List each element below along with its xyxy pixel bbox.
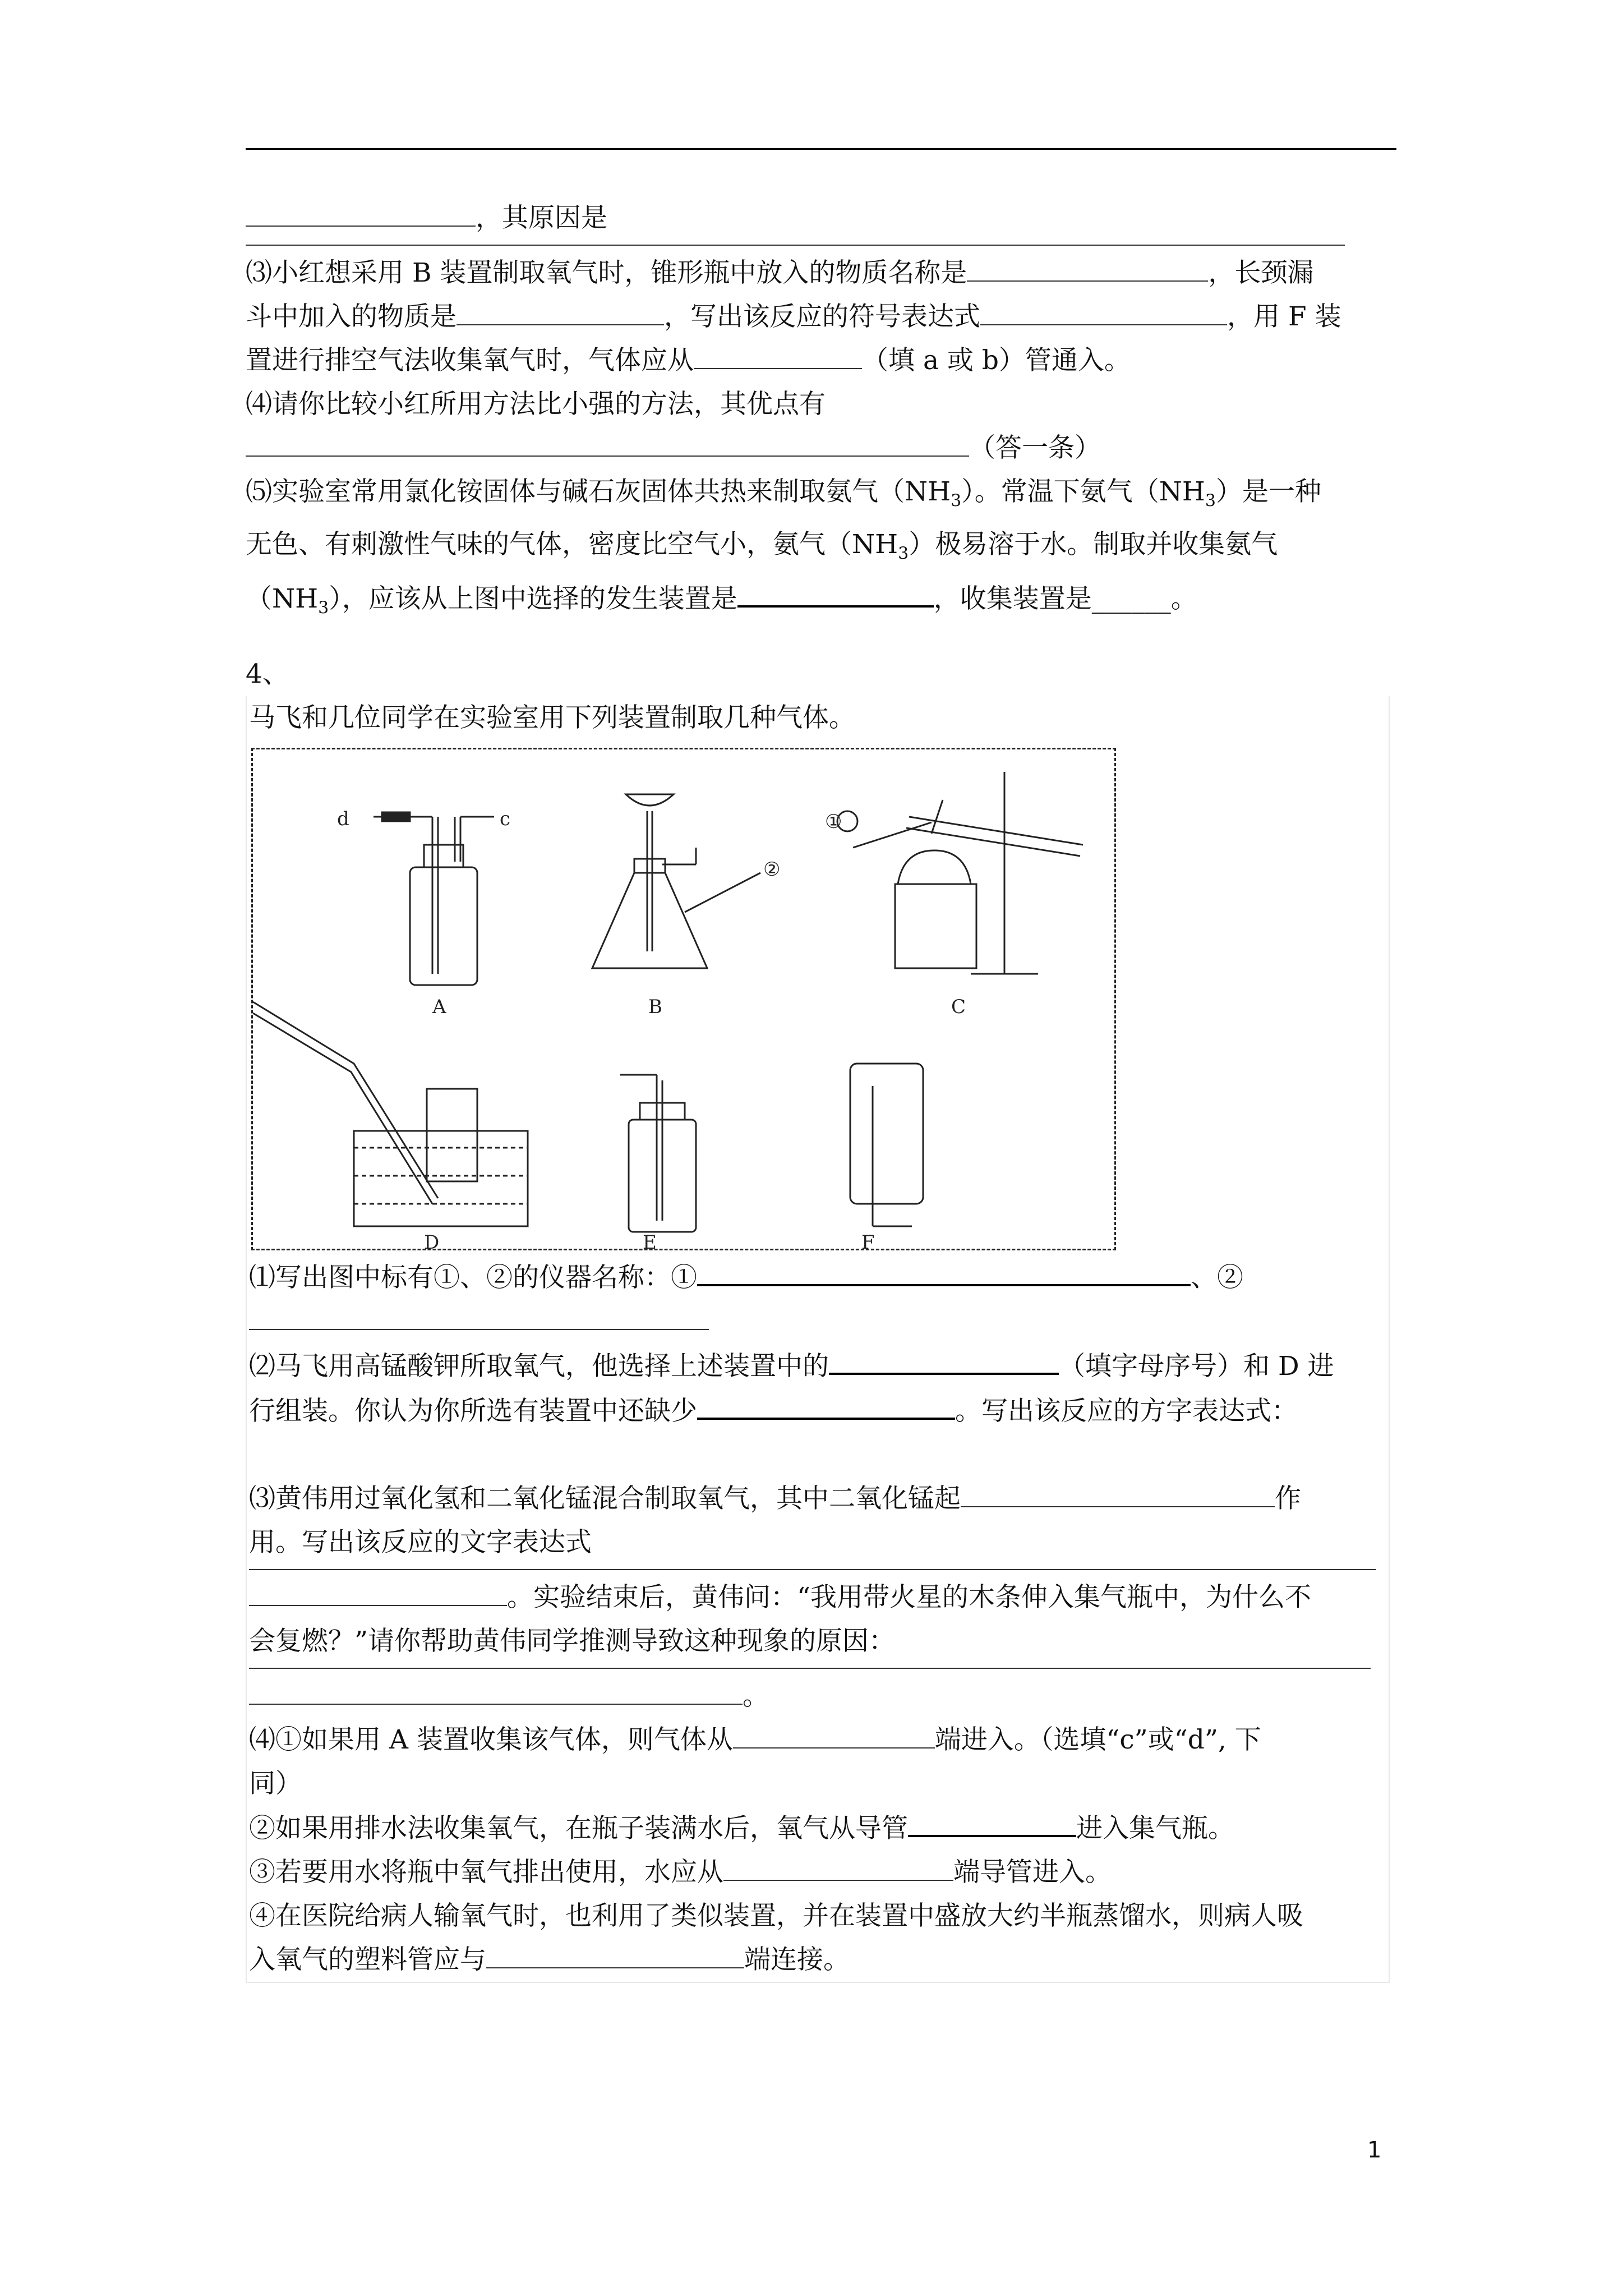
label-d: D [424,1231,440,1249]
q3-p3-line3: 置进行排空气法收集氧气时，气体应从 （填 a 或 b）管通入。 [246,339,1390,383]
answer-blank[interactable] [733,1718,935,1749]
q4-p2-line2: 行组装。你认为你所选有装置中还缺少 。写出该反应的方字表达式： [249,1388,1389,1433]
answer-rule[interactable] [246,245,1345,246]
apparatus-diagram [253,749,1114,1249]
label-a: A [432,996,446,1019]
q4-p3-line2: 用。写出该反应的文字表达式 [249,1527,592,1558]
label-b: B [648,996,662,1019]
mark-2-label: ② [763,858,781,881]
q4-p4-line5: ④在医院给病人输氧气时，也利用了类似装置，并在装置中盛放大约半瓶蒸馏水，则病人吸 [249,1901,1303,1932]
q4-p4-line3: ②如果用排水法收集氧气，在瓶子装满水后，氧气从导管 进入集气瓶。 [249,1806,1389,1851]
answer-blank[interactable] [908,1806,1076,1837]
q3-p5-line3: $(NH_3)$，应该从上图中选择的发生装置是 ，收集装置是______。 [246,576,1390,630]
mark-1-label: ① [825,811,842,834]
q4-intro: 马飞和几位同学在实验室用下列装置制取几种气体。 [249,702,855,734]
apparatus-figure [251,748,1116,1250]
answer-blank[interactable] [723,1851,953,1881]
apparatus-f [850,1064,923,1226]
q4-p4-line6: 入氧气的塑料管应与 端连接。 [249,1938,1389,1982]
q4-p1-line1: ⑴写出图中标有①、②的仪器名称：① 、② [249,1255,1389,1300]
q4-p4-line2: 同） [249,1768,302,1800]
answer-blank[interactable] [961,1477,1275,1507]
answer-blank[interactable] [246,426,969,457]
q4-p1-line2 [249,1300,1389,1343]
q4-p3-line3: 。实验结束后，黄伟问：“我用带火星的木条伸入集气瓶中，为什么不 [249,1576,1389,1619]
q4-p2-line1: ⑵马飞用高锰酸钾所取氧气，他选择上述装置中的 （填字母序号）和 D 进 [249,1343,1389,1388]
answer-blank[interactable] [249,1300,709,1330]
answer-blank[interactable] [967,251,1208,282]
apparatus-c [837,772,1083,974]
port-d-label: d [337,808,349,831]
q4-frame [246,696,1390,1983]
q4-p3-line5: 。 [249,1674,1389,1718]
answer-blank[interactable] [694,339,862,369]
port-c-label: c [500,808,511,831]
answer-blank[interactable] [697,1388,955,1420]
answer-blank[interactable] [246,196,476,227]
q4-number: 4、 [246,659,289,690]
answer-blank[interactable] [980,295,1227,325]
q3-p5-line1: ⑸实验室常用氯化铵固体与碱石灰固体共热来制取氨气$(NH_3)$。常温下氨气$(NH_3)$是一种 [246,476,1321,511]
answer-blank[interactable] [249,1674,743,1705]
q4-p4-line1: ⑷①如果用 A 装置收集该气体，则气体从 端进入。（选填“c”或“d”, 下 [249,1718,1389,1762]
q3-p5-line2: 无色、有刺激性气味的气体，密度比空气小，氨气$(NH_3)$极易溶于水。制取并收集氨气 [246,529,1278,564]
page-number: 1 [1367,2137,1382,2163]
answer-rule[interactable] [249,1569,1376,1570]
answer-blank[interactable] [249,1576,507,1606]
answer-blank[interactable] [457,295,664,325]
content [246,196,1390,1983]
apparatus-b [592,794,760,968]
apparatus-e [620,1075,696,1232]
answer-blank[interactable] [737,576,934,608]
label-c: C [951,996,966,1019]
q4-p2-spacer [249,1433,1389,1477]
q4-p3-line1: ⑶黄伟用过氧化氢和二氧化锰混合制取氧气，其中二氧化锰起 作 [249,1477,1389,1521]
apparatus-a [374,812,494,985]
q3-p4-line1: ⑷请你比较小红所用方法比小强的方法，其优点有 [246,389,826,420]
q3-p3-line2: 斗中加入的物质是 ，写出该反应的符号表达式 ，用 F 装 [246,295,1390,339]
q4-p4-line4: ③若要用水将瓶中氧气排出使用，水应从 端导管进入。 [249,1851,1389,1894]
q3-p4-line2: （答一条） [246,426,1390,470]
answer-blank[interactable] [486,1938,744,1968]
label-e: E [643,1231,657,1249]
apparatus-d [253,1002,528,1226]
header-rule [246,148,1396,150]
q3-line-reason: ，其原因是 [246,196,1390,240]
answer-blank[interactable] [697,1255,1191,1286]
label-f: F [861,1231,875,1249]
q4-p3-line4: 会复燃？”请你帮助黄伟同学推测导致这种现象的原因： [249,1626,896,1657]
q3-p3-line1: ⑶小红想采用 B 装置制取氧气时，锥形瓶中放入的物质名称是 ，长颈漏 [246,251,1390,295]
answer-rule[interactable] [249,1668,1371,1669]
answer-blank[interactable] [829,1343,1059,1375]
